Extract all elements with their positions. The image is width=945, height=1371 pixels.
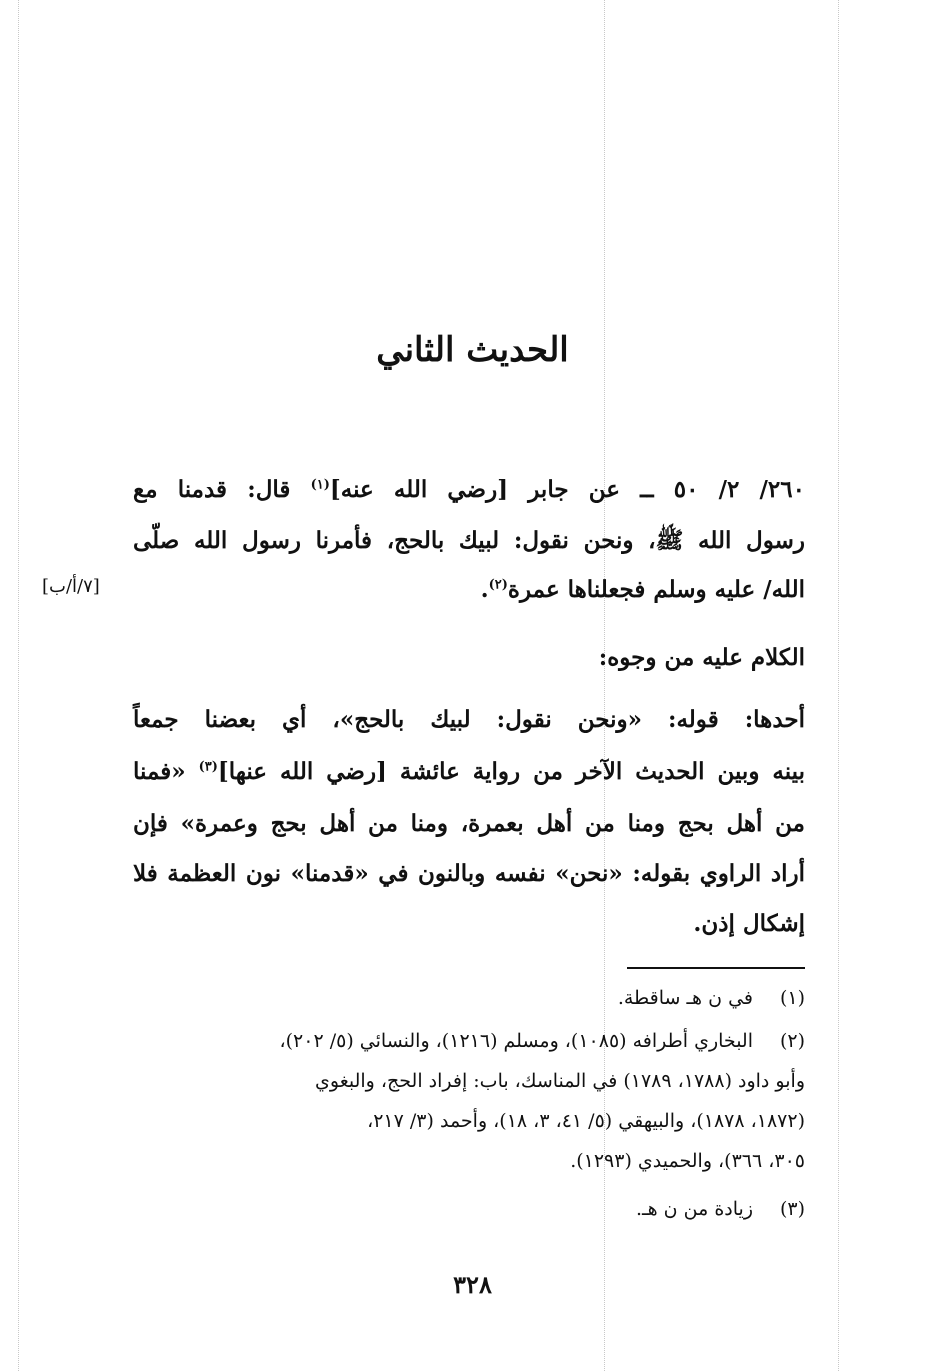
- body-line-4: أراد الراوي بقوله: «نحن» نفسه وبالنون في «قدمنا» نون العظمة فلا: [133, 860, 805, 887]
- footnote-divider: [627, 967, 805, 969]
- footnote-ref-3[interactable]: (٣): [198, 759, 218, 775]
- footnote-2-line-4: ٣٠٥، ٣٦٦)، والحميدي (١٢٩٣).: [570, 1150, 805, 1172]
- footnote-ref-1[interactable]: (١): [310, 477, 330, 493]
- footnote-ref-2[interactable]: (٢): [488, 577, 508, 593]
- body-line-1: أحدها: قوله: «ونحن نقول: لبيك بالحج»، أي بعضنا جمعاً: [133, 706, 805, 733]
- hadith-line-2: رسول الله ﷺ، ونحن نقول: لبيك بالحج، فأمرنا رسول الله صلّى: [133, 527, 805, 554]
- footnote-1: (١)في ن هـ ساقطة.: [617, 987, 805, 1009]
- hadith-line-3: الله/ عليه وسلم فجعلناها عمرة$^{(٢)}$.: [480, 576, 805, 603]
- scan-guide-line: [18, 0, 19, 1371]
- scan-guide-line: [838, 0, 839, 1371]
- hadith-line-1: ٢٦٠/ ٢/ ٥٠ ــ عن جابر [رضي الله عنه]$^{(١)}$ قال: قدمنا مع: [133, 476, 805, 503]
- footnote-3: (٣)زيادة من ن هـ.: [635, 1198, 805, 1220]
- footnote-2: (٢)البخاري أطرافه (١٠٨٥)، ومسلم (١٢١٦)، والنسائي (٥/ ٢٠٢)،: [279, 1030, 805, 1052]
- body-line-5: إشكال إذن.: [693, 910, 805, 937]
- body-line-3: من أهل بحج ومنا من أهل بعمرة، ومنا من أهل بحج وعمرة» فإن: [133, 810, 805, 837]
- page-title: الحديث الثاني: [376, 330, 569, 370]
- body-line-2: بينه وبين الحديث الآخر من رواية عائشة [رضي الله عنها]$^{(٣)}$ «فمنا: [133, 758, 805, 785]
- section-heading: الكلام عليه من وجوه:: [598, 644, 805, 671]
- page-number: ٣٢٨: [453, 1270, 492, 1299]
- manuscript-folio-marker: [٧/أ/ب]: [42, 576, 100, 597]
- footnote-2-line-2: وأبو داود (١٧٨٨، ١٧٨٩) في المناسك، باب: إفراد الحج، والبغوي: [315, 1070, 805, 1092]
- footnote-2-line-3: (١٨٧٢، ١٨٧٨)، والبيهقي (٥/ ٤١، ٣، ١٨)، وأحمد (٣/ ٢١٧،: [367, 1110, 805, 1132]
